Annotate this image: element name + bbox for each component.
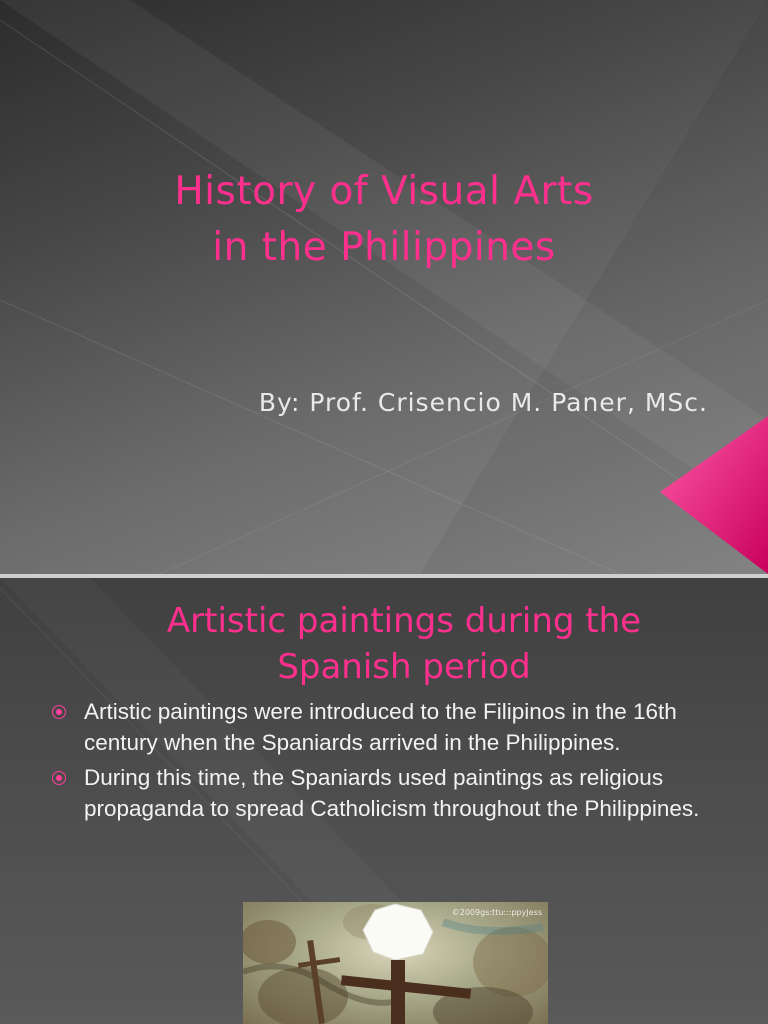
photo-scene (243, 902, 548, 1024)
bullet-text: Artistic paintings were introduced to the Filipinos in the 16th century when the Spaniards arrived in the Philippines. (84, 699, 677, 755)
bullet-circle-icon (52, 705, 66, 719)
title2-line-2: Spanish period (277, 647, 531, 687)
bullet-item (52, 696, 732, 758)
title-line-1: History of Visual Arts (174, 169, 594, 214)
bullet-item (52, 762, 732, 824)
photo-watermark: ©2009gs:ttu:::ppyJess (451, 908, 542, 917)
slide-title (0, 164, 768, 276)
painting-photo (243, 902, 548, 1024)
slide-title-2 (40, 598, 768, 690)
title-line-2: in the Philippines (212, 225, 556, 270)
bullet-circle-icon (52, 771, 66, 785)
content-slide (0, 578, 768, 1024)
bullet-list (52, 696, 732, 828)
lamp-icon (363, 904, 433, 960)
title2-line-1: Artistic paintings during the (166, 601, 642, 641)
author-byline: By: Prof. Crisencio M. Paner, MSc. (258, 388, 708, 417)
bullet-text: During this time, the Spaniards used paintings as religious propaganda to spread Catholicism throughout the Philippines. (84, 765, 700, 821)
